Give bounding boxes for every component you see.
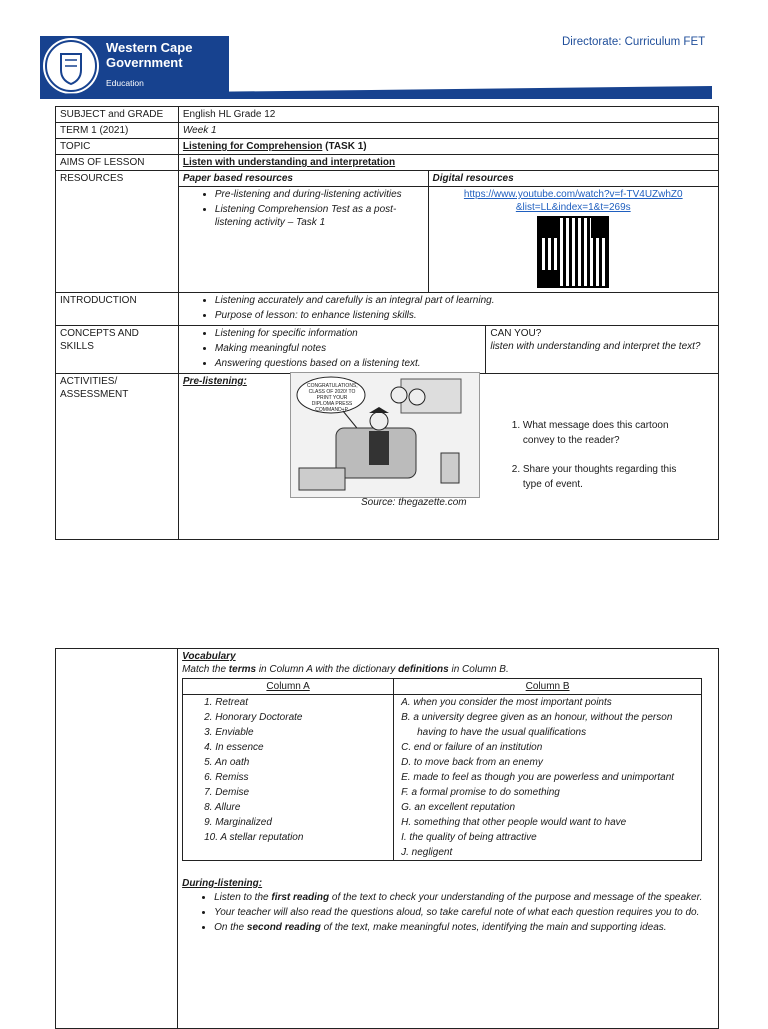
column-b-heading: Column B — [394, 679, 702, 695]
table-row — [56, 649, 719, 1029]
can-you-label: CAN YOU? — [490, 328, 542, 339]
can-you-cell — [486, 326, 719, 374]
list-item: E. made to feel as though you are powerless and unimportant — [401, 772, 675, 783]
aims-label: AIMS OF LESSON — [56, 155, 179, 171]
activities-label: ACTIVITIES/ ASSESSMENT — [56, 374, 179, 540]
topic-text: Listening for Comprehension — [182, 141, 323, 152]
list-item: G. an excellent reputation — [401, 802, 516, 813]
intro-content — [178, 293, 718, 326]
digital-heading: Digital resources — [428, 171, 718, 187]
column-b — [394, 695, 702, 861]
list-item: 2. Honorary Doctorate — [204, 712, 303, 723]
wcg-logo — [40, 36, 229, 96]
resources-label: RESOURCES — [56, 171, 179, 293]
list-item: • Pre-listening and during-listening activities — [215, 188, 424, 201]
can-you-text: listen with understanding and interpret the text? — [490, 341, 701, 352]
table-row — [56, 123, 719, 139]
table-row — [56, 293, 719, 326]
list-item: D. to move back from an enemy — [401, 757, 543, 768]
topic-task: (TASK 1) — [325, 141, 367, 152]
table-row — [56, 171, 719, 187]
pre-listening-heading: Pre-listening: — [182, 376, 247, 387]
concepts-label: CONCEPTS AND SKILLS — [56, 326, 179, 374]
vocabulary-table — [182, 678, 702, 861]
list-item: • On the second reading of the text, make meaningful notes, identifying the main and supporting ideas. — [214, 921, 714, 934]
list-item: • Your teacher will also read the questions aloud, so take careful note of what each question requires you to do. — [214, 906, 714, 919]
list-item: 4. In essence — [204, 742, 264, 753]
qr-code-icon[interactable] — [537, 216, 609, 288]
question-item: 1. What message does this cartoon convey to the reader? — [523, 418, 695, 448]
list-item: • Making meaningful notes — [215, 342, 481, 355]
vocabulary-cell — [178, 649, 719, 1029]
paper-resources — [178, 187, 428, 293]
list-item: • Listening for specific information — [215, 327, 481, 340]
list-item: 9. Marginalized — [204, 817, 272, 828]
empty-label-cell — [56, 649, 178, 1029]
activities-table — [55, 648, 719, 1029]
question-item: 2. Share your thoughts regarding this type of event. — [523, 462, 695, 492]
list-item: 7. Demise — [204, 787, 250, 798]
table-row — [56, 326, 719, 374]
term-value: Week 1 — [178, 123, 718, 139]
during-listening-heading: During-listening: — [182, 878, 263, 889]
list-item: H. something that other people would want to have — [401, 817, 627, 828]
coat-of-arms-icon — [43, 38, 99, 94]
vocabulary-instruction: Match the terms in Column A with the dictionary definitions in Column B. — [182, 664, 509, 675]
cartoon-source: Source: thegazette.com — [361, 497, 467, 508]
list-item: • Listen to the first reading of the text to check your understanding of the purpose and message of the speaker. — [214, 891, 714, 904]
topic-label: TOPIC — [56, 139, 179, 155]
list-item: • Answering questions based on a listening text. — [215, 357, 481, 370]
list-item: I. the quality of being attractive — [401, 832, 537, 843]
list-item: B. a university degree given as an honour, without the person having to have the usual qualifications — [401, 712, 673, 738]
list-item: • Listening accurately and carefully is an integral part of learning. — [215, 294, 714, 307]
questions — [505, 418, 695, 492]
directorate-label: Directorate: Curriculum FET — [562, 36, 706, 48]
subject-label: SUBJECT and GRADE — [56, 107, 179, 123]
list-item: F. a formal promise to do something — [401, 787, 560, 798]
concepts-content — [178, 326, 485, 374]
youtube-link[interactable]: https://www.youtube.com/watch?v=f-TV4UZwhZ0&list=LL&index=1&t=269s — [463, 189, 683, 213]
term-label: TERM 1 (2021) — [56, 123, 179, 139]
list-item: J. negligent — [401, 847, 453, 858]
aims-value: Listen with understanding and interpretation — [178, 155, 718, 171]
table-row — [56, 155, 719, 171]
list-item: C. end or failure of an institution — [401, 742, 543, 753]
intro-label: INTRODUCTION — [56, 293, 179, 326]
digital-resources — [428, 187, 718, 293]
subject-value: English HL Grade 12 — [178, 107, 718, 123]
logo-title: Western Cape Government — [106, 40, 193, 70]
table-row — [56, 139, 719, 155]
graduation-cartoon-image — [290, 372, 480, 498]
list-item: 6. Remiss — [204, 772, 249, 783]
column-a — [183, 695, 394, 861]
list-item: • Purpose of lesson: to enhance listening skills. — [215, 309, 714, 322]
list-item: A. when you consider the most important points — [401, 697, 612, 708]
list-item: • Listening Comprehension Test as a post-listening activity – Task 1 — [215, 203, 424, 229]
list-item: 3. Enviable — [204, 727, 254, 738]
cartoon-caption: CONGRATULATIONS, CLASS OF 2020! TO PRINT YOUR DIPLOMA PRESS COMMAND+P. — [307, 383, 358, 413]
list-item: 10. A stellar reputation — [204, 832, 304, 843]
list-item: 1. Retreat — [204, 697, 249, 708]
table-row — [56, 107, 719, 123]
vocabulary-heading: Vocabulary — [182, 651, 236, 662]
logo-subtitle: Education — [106, 78, 144, 88]
topic-value — [178, 139, 718, 155]
list-item: 5. An oath — [204, 757, 250, 768]
paper-heading: Paper based resources — [178, 171, 428, 187]
column-a-heading: Column A — [183, 679, 394, 695]
list-item: 8. Allure — [204, 802, 241, 813]
